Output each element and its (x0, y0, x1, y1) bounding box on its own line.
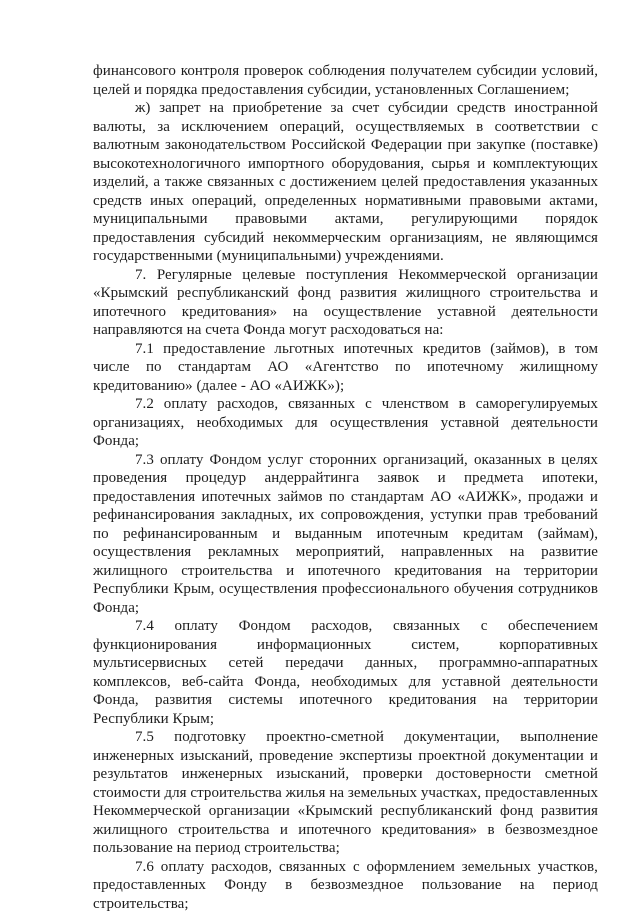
paragraph-item-7-4: 7.4 оплату Фондом расходов, связанных с обеспечением функционирования информационных систем, корпоративных мультисервисных сетей передачи данных, программно-аппаратных комплексов, веб-сайта Фонда, необходимых для уставной деятельности Фонда, развития системы ипотечного кредитования на территории Республики Крым; (93, 617, 598, 728)
paragraph-item-7-1: 7.1 предоставление льготных ипотечных кредитов (займов), в том числе по стандартам АО «Агентство по ипотечному жилищному кредитованию» (далее - АО «АИЖК»); (93, 340, 598, 396)
paragraph-item-7-2: 7.2 оплату расходов, связанных с членством в саморегулируемых организациях, необходимых для осуществления уставной деятельности Фонда; (93, 395, 598, 451)
paragraph-item-zh: ж) запрет на приобретение за счет субсидии средств иностранной валюты, за исключением операций, осуществляемых в соответствии с валютным законодательством Российской Федерации при закупке (поставке) высокотехнологичного импортного оборудования, сырья и комплектующих изделий, а также связанных с достижением целей предоставления указанных средств иных операций, определенных нормативными правовыми актами, муниципальными правовыми актами, регулирующими порядок предоставления субсидий некоммерческим организациям, не являющимся государственными (муниципальными) учреждениями. (93, 99, 598, 266)
paragraph-item-7-3: 7.3 оплату Фондом услуг сторонних организаций, оказанных в целях проведения процедур андеррайтинга заявок и предмета ипотеки, предоставления ипотечных займов по стандартам АО «АИЖК», продажи и рефинансирования закладных, их сопровождения, уступки прав требований по рефинансированным и выданным ипотечным кредитам (займам), осуществления рекламных мероприятий, направленных на развитие жилищного строительства и ипотечного кредитования на территории Республики Крым, осуществления профессионального обучения сотрудников Фонда; (93, 451, 598, 618)
paragraph-item-7-5: 7.5 подготовку проектно-сметной документации, выполнение инженерных изысканий, проведение экспертизы проектной документации и результатов инженерных изысканий, проверки достоверности сметной стоимости для строительства жилья на земельных участках, предоставленных Некоммерческой организации «Крымский республиканский фонд развития жилищного строительства и ипотечного кредитования» в безвозмездное пользование на период строительства; (93, 728, 598, 858)
paragraph-item-7-6: 7.6 оплату расходов, связанных с оформлением земельных участков, предоставленных Фонду в безвозмездное пользование на период строительства; (93, 858, 598, 913)
paragraph-continuation: финансового контроля проверок соблюдения получателем субсидии условий, целей и порядка предоставления субсидии, установленных Соглашением; (93, 62, 598, 99)
paragraph-section-7: 7. Регулярные целевые поступления Некоммерческой организации «Крымский республиканский фонд развития жилищного строительства и ипотечного кредитования» на осуществление уставной деятельности направляются на счета Фонда могут расходоваться на: (93, 266, 598, 340)
